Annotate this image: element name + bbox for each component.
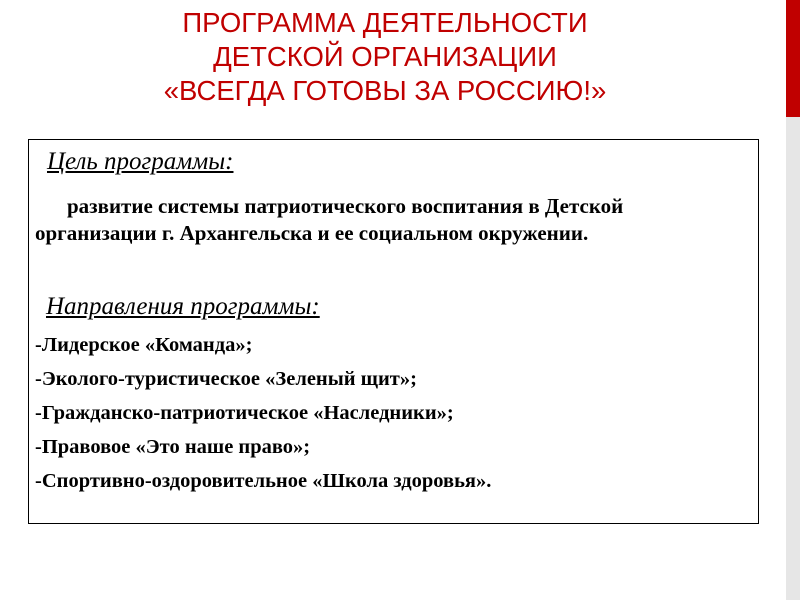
direction-item-leadership: -Лидерское «Команда»; [35,334,253,356]
directions-heading: Направления программы: [46,293,320,320]
slide-title [0,6,770,108]
title-line-2: ДЕТСКОЙ ОРГАНИЗАЦИИ [213,41,557,72]
direction-item-civic-patriotic: -Гражданско-патриотическое «Наследники»; [35,402,454,424]
direction-item-eco-tourism: -Эколого-туристическое «Зеленый щит»; [35,368,417,390]
title-line-3: «ВСЕГДА ГОТОВЫ ЗА РОССИЮ!» [163,75,607,106]
goal-text: развитие системы патриотического воспитания в Детской организации г. Архангельска и ее социальном окружении. [35,194,624,245]
accent-bar-red [786,0,800,117]
content-box [28,139,759,524]
goal-heading: Цель программы: [47,148,234,175]
accent-bar-gray [786,117,800,600]
direction-item-legal: -Правовое «Это наше право»; [35,436,311,458]
title-line-1: ПРОГРАММА ДЕЯТЕЛЬНОСТИ [182,7,588,38]
direction-item-sports-health: -Спортивно-оздоровительное «Школа здоровья». [35,470,492,492]
directions-list [35,328,491,498]
